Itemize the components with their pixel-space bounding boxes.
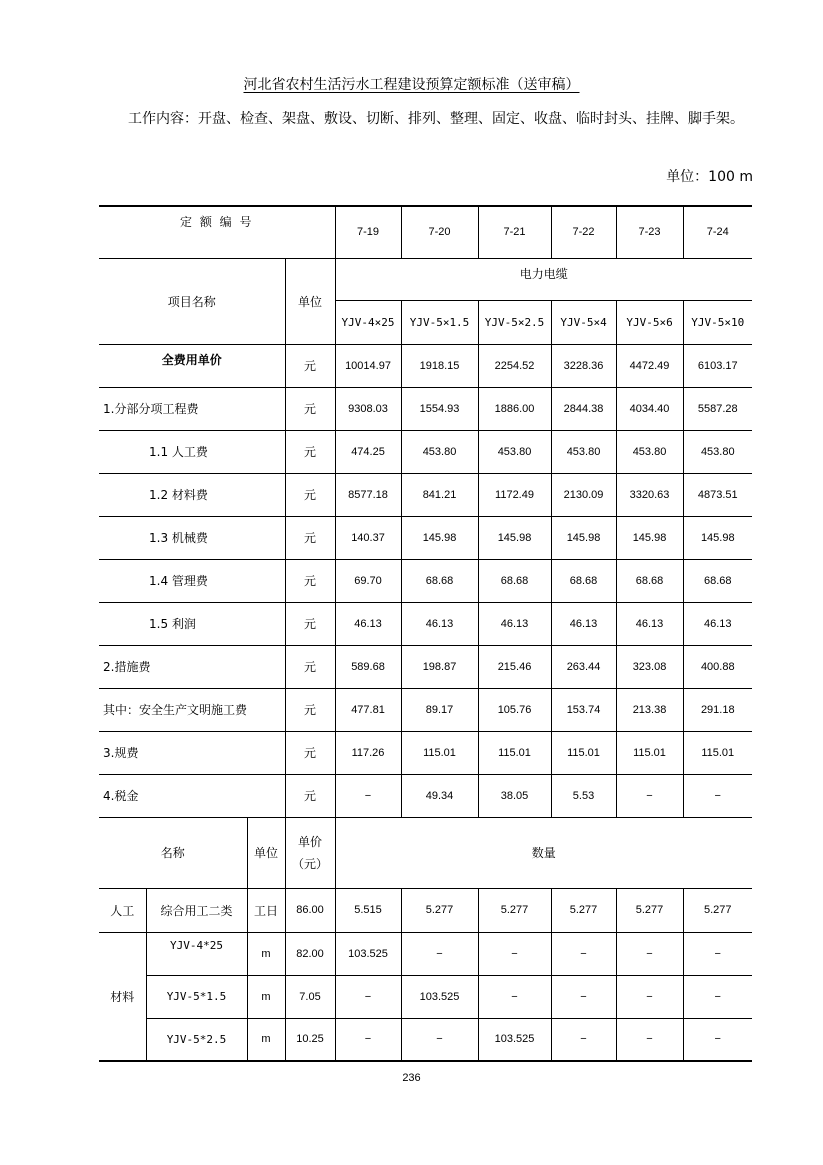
cost-name: 全费用单价 bbox=[99, 344, 285, 387]
material-quantity: − bbox=[616, 975, 683, 1018]
cost-value: 474.25 bbox=[335, 430, 401, 473]
material-name: YJV-4*25 bbox=[146, 932, 247, 975]
labor-category: 人工 bbox=[99, 888, 146, 932]
cost-value: 8577.18 bbox=[335, 473, 401, 516]
cost-unit: 元 bbox=[285, 774, 335, 817]
cost-row bbox=[99, 774, 752, 817]
labor-quantity: 5.277 bbox=[616, 888, 683, 932]
quota-code-row bbox=[99, 206, 752, 258]
material-quantity: − bbox=[616, 932, 683, 975]
cost-row bbox=[99, 516, 752, 559]
labor-unit: 工日 bbox=[247, 888, 285, 932]
cost-row bbox=[99, 344, 752, 387]
cost-row bbox=[99, 688, 752, 731]
labor-quantity: 5.277 bbox=[551, 888, 616, 932]
cost-value: 2254.52 bbox=[478, 344, 551, 387]
cost-value: 10014.97 bbox=[335, 344, 401, 387]
cost-value: 115.01 bbox=[683, 731, 752, 774]
cost-value: 105.76 bbox=[478, 688, 551, 731]
cost-name: 3.规费 bbox=[99, 731, 285, 774]
cost-name: 2.措施费 bbox=[99, 645, 285, 688]
cost-value: 4034.40 bbox=[616, 387, 683, 430]
cost-value: 1886.00 bbox=[478, 387, 551, 430]
category-header: 电力电缆 bbox=[335, 258, 752, 300]
cost-value: 145.98 bbox=[551, 516, 616, 559]
cost-value: 9308.03 bbox=[335, 387, 401, 430]
cost-row bbox=[99, 559, 752, 602]
cost-row bbox=[99, 645, 752, 688]
cost-value: 3320.63 bbox=[616, 473, 683, 516]
cost-value: 115.01 bbox=[616, 731, 683, 774]
labor-row bbox=[99, 888, 752, 932]
labor-quantity: 5.277 bbox=[683, 888, 752, 932]
material-quantity: − bbox=[683, 975, 752, 1018]
material-quantity: − bbox=[551, 975, 616, 1018]
cost-value: 46.13 bbox=[335, 602, 401, 645]
cost-value: 89.17 bbox=[401, 688, 478, 731]
cost-name: 1.5 利润 bbox=[99, 602, 285, 645]
cost-value: 145.98 bbox=[478, 516, 551, 559]
cost-row bbox=[99, 602, 752, 645]
cost-row bbox=[99, 731, 752, 774]
quota-table bbox=[99, 205, 752, 1062]
price-unit: （元） bbox=[292, 856, 329, 871]
material-unit: m bbox=[247, 1018, 285, 1061]
material-category: 材料 bbox=[99, 932, 146, 1061]
cost-row bbox=[99, 430, 752, 473]
unit-header: 单位 bbox=[285, 258, 335, 344]
cost-value: 198.87 bbox=[401, 645, 478, 688]
work-content: 工作内容：开盘、检查、架盘、敷设、切断、排列、整理、固定、收盘、临时封头、挂牌、脚手架。 bbox=[128, 111, 744, 127]
material-quantity: − bbox=[551, 932, 616, 975]
cost-unit: 元 bbox=[285, 602, 335, 645]
cost-value: 477.81 bbox=[335, 688, 401, 731]
quota-code: 7-21 bbox=[478, 206, 551, 258]
cost-value: 2844.38 bbox=[551, 387, 616, 430]
cost-value: 453.80 bbox=[551, 430, 616, 473]
material-quantity: − bbox=[616, 1018, 683, 1061]
cost-name: 4.税金 bbox=[99, 774, 285, 817]
material-row bbox=[99, 1018, 752, 1061]
material-price: 82.00 bbox=[285, 932, 335, 975]
quantity-header: 数量 bbox=[335, 817, 752, 888]
cost-value: 1918.15 bbox=[401, 344, 478, 387]
material-row bbox=[99, 932, 752, 975]
cost-name: 1.2 材料费 bbox=[99, 473, 285, 516]
material-price: 7.05 bbox=[285, 975, 335, 1018]
cost-name: 1.4 管理费 bbox=[99, 559, 285, 602]
quota-code: 7-20 bbox=[401, 206, 478, 258]
spec-cell: YJV-5×1.5 bbox=[401, 300, 478, 344]
cost-value: 841.21 bbox=[401, 473, 478, 516]
cost-value: 38.05 bbox=[478, 774, 551, 817]
material-quantity: 103.525 bbox=[478, 1018, 551, 1061]
cost-value: 1554.93 bbox=[401, 387, 478, 430]
material-quantity: − bbox=[551, 1018, 616, 1061]
page-number: 236 bbox=[402, 1072, 421, 1084]
labor-quantity: 5.515 bbox=[335, 888, 401, 932]
cost-unit: 元 bbox=[285, 516, 335, 559]
material-quantity: − bbox=[683, 932, 752, 975]
resource-unit-header: 单位 bbox=[247, 817, 285, 888]
cost-value: 117.26 bbox=[335, 731, 401, 774]
labor-quantity: 5.277 bbox=[478, 888, 551, 932]
cost-value: 4873.51 bbox=[683, 473, 752, 516]
cost-value: 68.68 bbox=[478, 559, 551, 602]
cost-unit: 元 bbox=[285, 430, 335, 473]
cost-value: 68.68 bbox=[616, 559, 683, 602]
resource-header-row bbox=[99, 817, 752, 888]
cost-value: 400.88 bbox=[683, 645, 752, 688]
cost-value: 6103.17 bbox=[683, 344, 752, 387]
cost-unit: 元 bbox=[285, 645, 335, 688]
cost-value: − bbox=[335, 774, 401, 817]
item-name-header: 项目名称 bbox=[99, 258, 285, 344]
cost-value: 5.53 bbox=[551, 774, 616, 817]
cost-unit: 元 bbox=[285, 731, 335, 774]
material-quantity: − bbox=[401, 1018, 478, 1061]
cost-value: 46.13 bbox=[401, 602, 478, 645]
quota-code: 7-24 bbox=[683, 206, 752, 258]
quota-code: 7-19 bbox=[335, 206, 401, 258]
cost-unit: 元 bbox=[285, 688, 335, 731]
cost-row bbox=[99, 473, 752, 516]
material-quantity: − bbox=[335, 975, 401, 1018]
cost-unit: 元 bbox=[285, 344, 335, 387]
cost-value: − bbox=[616, 774, 683, 817]
cost-name: 1.3 机械费 bbox=[99, 516, 285, 559]
material-quantity: 103.525 bbox=[335, 932, 401, 975]
cost-value: 145.98 bbox=[616, 516, 683, 559]
cost-value: 68.68 bbox=[683, 559, 752, 602]
spec-cell: YJV-5×4 bbox=[551, 300, 616, 344]
cost-value: 215.46 bbox=[478, 645, 551, 688]
cost-value: 68.68 bbox=[551, 559, 616, 602]
material-unit: m bbox=[247, 932, 285, 975]
material-price: 10.25 bbox=[285, 1018, 335, 1061]
cost-name: 1.1 人工费 bbox=[99, 430, 285, 473]
labor-name: 综合用工二类 bbox=[146, 888, 247, 932]
material-quantity: − bbox=[478, 975, 551, 1018]
cost-value: 4472.49 bbox=[616, 344, 683, 387]
cost-unit: 元 bbox=[285, 559, 335, 602]
resource-price-header bbox=[285, 817, 335, 888]
material-row bbox=[99, 975, 752, 1018]
cost-value: 46.13 bbox=[683, 602, 752, 645]
cost-value: − bbox=[683, 774, 752, 817]
quota-code: 7-22 bbox=[551, 206, 616, 258]
labor-quantity: 5.277 bbox=[401, 888, 478, 932]
cost-value: 153.74 bbox=[551, 688, 616, 731]
cost-unit: 元 bbox=[285, 387, 335, 430]
cost-value: 145.98 bbox=[401, 516, 478, 559]
labor-price: 86.00 bbox=[285, 888, 335, 932]
material-quantity: − bbox=[683, 1018, 752, 1061]
cost-value: 453.80 bbox=[401, 430, 478, 473]
cost-value: 145.98 bbox=[683, 516, 752, 559]
cost-value: 115.01 bbox=[401, 731, 478, 774]
spec-cell: YJV-5×10 bbox=[683, 300, 752, 344]
cost-value: 453.80 bbox=[683, 430, 752, 473]
cost-value: 323.08 bbox=[616, 645, 683, 688]
cost-value: 46.13 bbox=[616, 602, 683, 645]
cost-name: 1.分部分项工程费 bbox=[99, 387, 285, 430]
cost-value: 1172.49 bbox=[478, 473, 551, 516]
material-quantity: 103.525 bbox=[401, 975, 478, 1018]
quota-code: 7-23 bbox=[616, 206, 683, 258]
material-quantity: − bbox=[335, 1018, 401, 1061]
cost-value: 140.37 bbox=[335, 516, 401, 559]
spec-cell: YJV-5×6 bbox=[616, 300, 683, 344]
cost-value: 589.68 bbox=[335, 645, 401, 688]
resource-name-header: 名称 bbox=[99, 817, 247, 888]
cost-value: 115.01 bbox=[478, 731, 551, 774]
cost-value: 115.01 bbox=[551, 731, 616, 774]
quota-no-label: 定 额 编 号 bbox=[99, 206, 335, 258]
cost-value: 46.13 bbox=[551, 602, 616, 645]
cost-value: 3228.36 bbox=[551, 344, 616, 387]
cost-value: 263.44 bbox=[551, 645, 616, 688]
cost-unit: 元 bbox=[285, 473, 335, 516]
cost-value: 291.18 bbox=[683, 688, 752, 731]
cost-value: 69.70 bbox=[335, 559, 401, 602]
material-quantity: − bbox=[478, 932, 551, 975]
cost-row bbox=[99, 387, 752, 430]
cost-value: 213.38 bbox=[616, 688, 683, 731]
document-title: 河北省农村生活污水工程建设预算定额标准（送审稿） bbox=[243, 77, 580, 93]
cost-value: 453.80 bbox=[616, 430, 683, 473]
cost-value: 68.68 bbox=[401, 559, 478, 602]
material-quantity: − bbox=[401, 932, 478, 975]
material-unit: m bbox=[247, 975, 285, 1018]
cost-value: 46.13 bbox=[478, 602, 551, 645]
spec-cell: YJV-4×25 bbox=[335, 300, 401, 344]
price-label: 单价 bbox=[298, 834, 323, 849]
unit-label: 单位：100 m bbox=[666, 169, 753, 185]
cost-value: 453.80 bbox=[478, 430, 551, 473]
cost-name: 其中：安全生产文明施工费 bbox=[99, 688, 285, 731]
material-name: YJV-5*1.5 bbox=[146, 975, 247, 1018]
material-name: YJV-5*2.5 bbox=[146, 1018, 247, 1061]
cost-value: 2130.09 bbox=[551, 473, 616, 516]
spec-cell: YJV-5×2.5 bbox=[478, 300, 551, 344]
cost-value: 49.34 bbox=[401, 774, 478, 817]
cost-value: 5587.28 bbox=[683, 387, 752, 430]
